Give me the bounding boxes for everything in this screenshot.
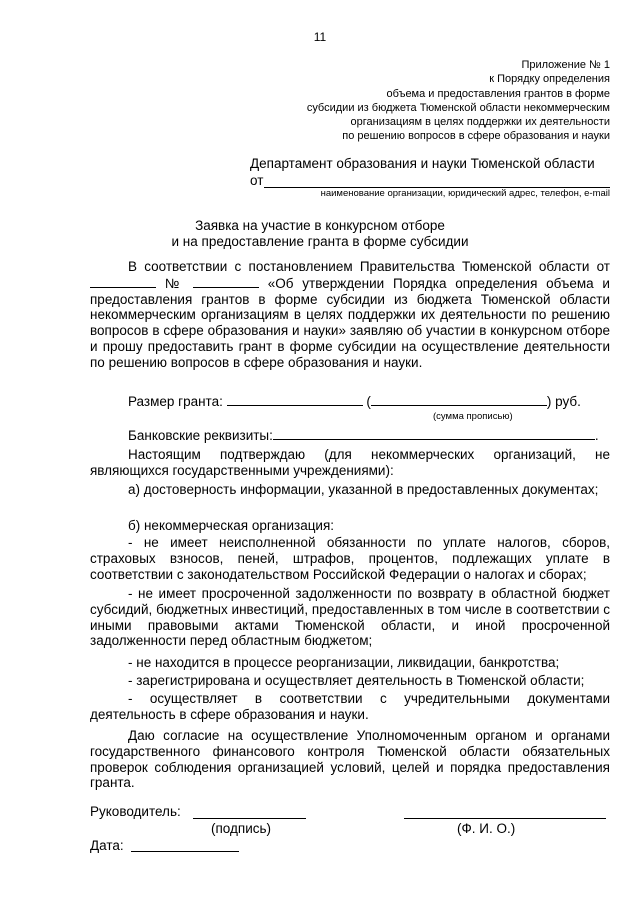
annex-line: Приложение № 1 [521, 59, 610, 71]
decree-date-blank [90, 275, 156, 288]
item-a-text: а) достоверность информации, указанной в предоставленных документах; [128, 482, 599, 497]
bullet-text: - не находится в процессе реорганизации, ликвидации, банкротства; [128, 655, 560, 670]
annex-line: по решению вопросов в сфере образования и науки [342, 130, 610, 143]
grant-paren-open: ( [366, 394, 371, 409]
signature-line [193, 818, 306, 819]
annex-line: объема и предоставления грантов в форме [386, 87, 610, 100]
name-line [404, 818, 606, 819]
date-label: Дата: [90, 838, 124, 853]
item-b-text: б) некоммерческая организация: [128, 518, 335, 533]
bank-end: . [594, 428, 599, 443]
decree-number-blank [193, 275, 259, 288]
bullet-paragraph [90, 586, 610, 649]
grant-hint: (сумма прописью) [433, 411, 513, 422]
annex-line: субсидии из бюджета Тюменской области некоммерческим [306, 101, 610, 114]
head-label: Руководитель: [90, 804, 181, 819]
bullet-text: - осуществляет в соответствии с учредительными документами деятельность в сфере образования и науки. [90, 691, 610, 722]
consent-text: Даю согласие на осуществление Уполномоченным органом и органами государственного финансового контроля Тюменской области обязательных проверок соблюдения организацией условий, целей и порядка предоставления гранта. [90, 728, 610, 791]
title-line-1: Заявка на участие в конкурсном отборе [195, 218, 445, 233]
annex-line: к Порядку определения [489, 73, 610, 86]
name-caption: (Ф. И. О.) [457, 821, 516, 836]
annex-header [190, 58, 610, 144]
annex-line: организациям в целях поддержки их деятельности [350, 116, 610, 129]
intro-text [90, 259, 610, 371]
item-a-paragraph [90, 482, 610, 498]
intro-part-2: «Об утверждении Порядка определения объема и предоставления грантов в форме субсидии из бюджета Тюменской области некоммерческим организациям в целях поддержки их деятельности по решению вопросов в сфере образования и науки» заявляю об участии в конкурсном отборе и прошу предоставить грант в форме субсидии на осуществление деятельности по решению вопросов в сфере образования и науки. [90, 275, 610, 370]
grant-amount-blank [227, 393, 363, 406]
grant-words-blank [371, 393, 547, 406]
grant-paren-close: ) руб. [546, 394, 581, 409]
from-label: от [250, 173, 264, 188]
bullet-text: - не имеет неисполненной обязанности по уплате налогов, сборов, страховых взносов, пеней, штрафов, процентов, подлежащих уплате в соответствии с законодательством Российской Федерации о налогах и сборах; [90, 535, 610, 582]
grant-label: Размер гранта: [128, 394, 223, 409]
date-line [131, 851, 239, 852]
confirm-paragraph [90, 447, 610, 479]
grant-row [90, 393, 610, 410]
bank-blank [273, 427, 595, 440]
bank-row [90, 427, 610, 444]
signature-caption: (подпись) [211, 821, 272, 836]
addressee-department: Департамент образования и науки Тюменской области [250, 156, 595, 171]
from-field [250, 173, 610, 188]
intro-paragraph [90, 259, 610, 371]
number-sign: № [164, 275, 185, 291]
item-b-paragraph [90, 518, 610, 534]
confirm-text: Настоящим подтверждаю (для некоммерческих организаций, не являющихся государственными учреждениями): [90, 447, 610, 478]
bullet-paragraph [90, 535, 610, 582]
consent-paragraph [90, 728, 610, 791]
bullet-paragraph [90, 655, 610, 671]
title-line-2: и на предоставление гранта в форме субсидии [171, 234, 469, 249]
bank-label: Банковские реквизиты: [128, 428, 273, 443]
intro-part-1: В соответствии с постановлением Правительства Тюменской области от [128, 259, 610, 274]
document-title [0, 218, 640, 250]
from-hint: наименование организации, юридический адрес, телефон, e-mail [320, 188, 610, 199]
bullet-paragraph [90, 691, 610, 723]
bullet-paragraph [90, 673, 610, 689]
bullet-text: - зарегистрирована и осуществляет деятельность в Тюменской области; [128, 673, 585, 688]
bullet-text: - не имеет просроченной задолженности по возврату в областной бюджет субсидий, бюджетных инвестиций, предоставленных в том числе в соответствии с иными правовыми актами Тюменской области, и иной просроченной задолженности перед областным бюджетом; [90, 586, 610, 649]
page-number: 11 [313, 30, 327, 44]
